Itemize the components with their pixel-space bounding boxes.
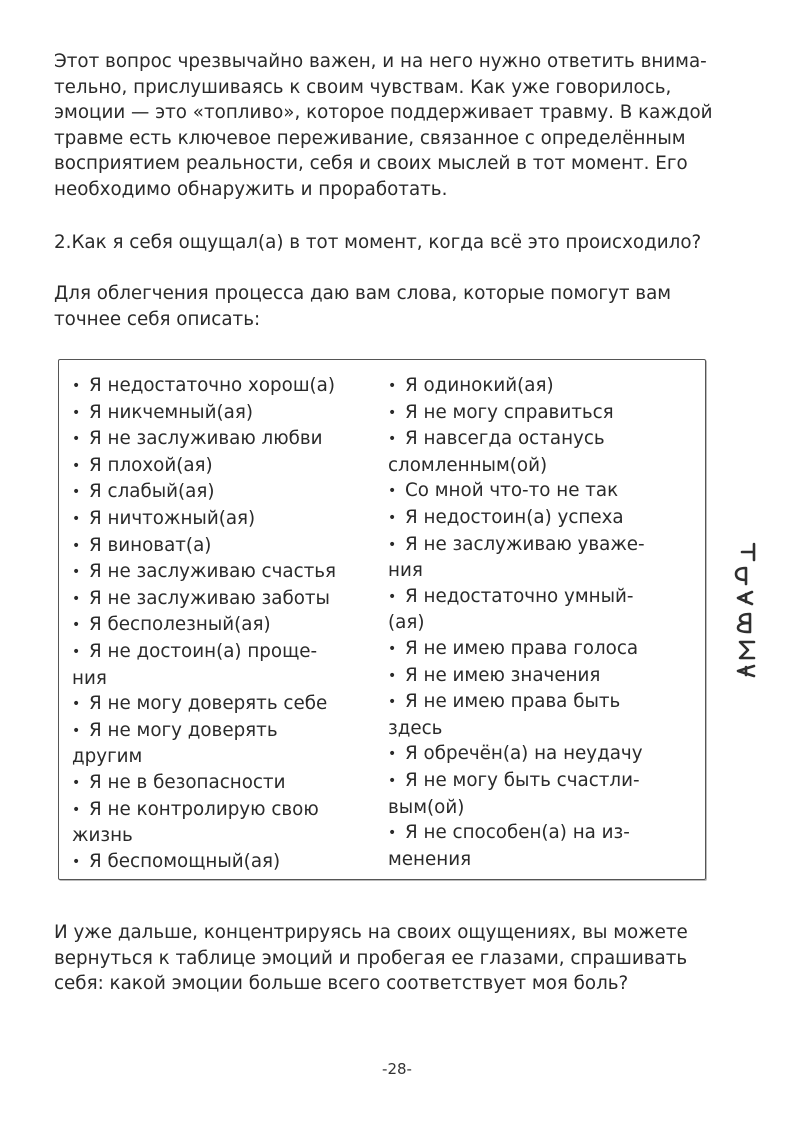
- word-list-item-text: ния: [72, 667, 107, 689]
- bullet-icon: •: [72, 643, 81, 660]
- word-list-item: [72, 533, 392, 560]
- word-list-item-text: ния: [388, 560, 423, 582]
- word-list-item: [388, 716, 698, 742]
- bullet-icon: •: [72, 564, 81, 581]
- word-list-item-text: Я виноват(а): [89, 534, 212, 556]
- bullet-icon: •: [72, 404, 81, 421]
- word-list-item-text: Я не заслуживаю заботы: [89, 587, 330, 609]
- bullet-icon: •: [388, 509, 397, 526]
- bullet-icon: •: [72, 774, 81, 791]
- letter-a-glyph: [738, 592, 752, 604]
- word-list-item-text: Я плохой(ая): [89, 454, 213, 476]
- bullet-icon: •: [72, 537, 81, 554]
- word-list-item-text: Я не имею права голоса: [405, 637, 639, 659]
- word-list-item: [388, 478, 698, 505]
- bullet-icon: •: [72, 457, 81, 474]
- intro-line: восприятием реальности, себя и своих мыслей в тот момент. Его: [54, 153, 688, 175]
- word-list-item: [388, 636, 698, 663]
- letter-m-glyph: [740, 642, 754, 658]
- word-list-item-text: Я не контролирую свою: [89, 798, 319, 820]
- question-line: 2.Как я себя ощущал(а) в тот момент, когда всё это происходило?: [54, 232, 702, 253]
- word-list-item-text: здесь: [388, 717, 443, 739]
- bullet-icon: •: [388, 404, 397, 421]
- word-list-item-text: Я не способен(а) на из-: [405, 822, 630, 844]
- word-list-item: [72, 506, 392, 533]
- word-list-item-text: Я не заслуживаю любви: [89, 428, 323, 450]
- word-list-item: [72, 797, 392, 824]
- bullet-icon: •: [388, 825, 397, 842]
- word-list-item: [388, 584, 698, 611]
- word-list-item: [72, 639, 392, 666]
- letter-r-glyph: [736, 568, 746, 584]
- word-list-item: [72, 612, 392, 639]
- intro-line: тельно, прислушиваясь к своим чувствам. Как уже говорилось,: [54, 76, 672, 98]
- helper-line: точнее себя описать:: [54, 308, 261, 330]
- bullet-icon: •: [388, 694, 397, 711]
- intro-line: травме есть ключевое переживание, связанное с определённым: [54, 127, 686, 149]
- word-list-left-column: [72, 373, 392, 875]
- word-list-item-text: Я не могу справиться: [405, 401, 614, 423]
- bullet-icon: •: [72, 590, 81, 607]
- word-list-item-text: Я недостаточно хорош(а): [89, 375, 336, 396]
- side-handwritten-label: [716, 538, 766, 678]
- bullet-icon: •: [388, 772, 397, 789]
- letter-v-glyph: [738, 614, 750, 632]
- word-list-item-text: Я не в безопасности: [89, 771, 286, 793]
- helper-paragraph: [54, 281, 754, 332]
- word-list-item: [72, 744, 392, 770]
- word-list-item-text: вым(ой): [388, 796, 465, 818]
- word-list-item-text: Я навсегда останусь: [405, 428, 605, 450]
- bullet-icon: •: [72, 431, 81, 448]
- bullet-icon: •: [72, 510, 81, 527]
- word-list-item: [72, 479, 392, 506]
- word-list-item-text: жизнь: [72, 825, 133, 847]
- word-list-item: [388, 558, 698, 584]
- word-list-item: [388, 505, 698, 532]
- closing-line: И уже дальше, концентрируясь на своих ощущениях, вы можете: [54, 922, 688, 943]
- closing-line: вернуться к таблице эмоций и пробегая ее глазами, спрашивать: [54, 947, 688, 969]
- word-list-item: [388, 768, 698, 795]
- bullet-icon: •: [388, 483, 397, 500]
- word-list-item-text: сломленным(ой): [388, 454, 548, 476]
- word-list-item: [72, 823, 392, 849]
- word-list-item: [388, 426, 698, 453]
- bullet-icon: •: [72, 484, 81, 501]
- word-list-item-text: Я не имею права быть: [405, 691, 621, 713]
- word-list-item: [388, 847, 698, 873]
- word-list-item: [72, 426, 392, 453]
- word-list-item: [72, 770, 392, 797]
- word-list-item-text: Я беспомощный(ая): [89, 850, 281, 872]
- closing-paragraph: [54, 920, 754, 997]
- letter-t-glyph: [742, 544, 754, 560]
- word-list-item: [388, 532, 698, 559]
- word-list-item-text: Я ничтожный(ая): [89, 507, 256, 529]
- word-list-item-text: Я не заслуживаю счастья: [89, 561, 337, 583]
- bullet-icon: •: [72, 378, 81, 394]
- word-list-item: [72, 849, 392, 876]
- bullet-icon: •: [388, 536, 397, 553]
- question-text: [54, 230, 754, 256]
- word-list-item: [388, 795, 698, 821]
- bullet-icon: •: [388, 640, 397, 657]
- word-list-item-text: Я не могу быть счастли-: [405, 769, 640, 791]
- intro-line: необходимо обнаружить и проработать.: [54, 178, 448, 200]
- word-list-item-text: менения: [388, 848, 472, 870]
- word-list-item: [72, 453, 392, 480]
- bullet-icon: •: [388, 378, 397, 394]
- word-list-item: [72, 586, 392, 613]
- word-list-item-text: Со мной что-то не так: [405, 480, 619, 502]
- bullet-icon: •: [388, 588, 397, 605]
- word-list-item: [388, 820, 698, 847]
- word-list-item: [388, 610, 698, 636]
- word-list-item: [72, 373, 392, 400]
- bullet-icon: •: [72, 801, 81, 818]
- letter-a2-glyph: [738, 666, 754, 676]
- intro-paragraph: [54, 49, 754, 203]
- word-list-item: [72, 718, 392, 745]
- word-list-item: [388, 663, 698, 690]
- word-list-item-text: Я не могу доверять себе: [89, 693, 328, 715]
- word-list-item: [72, 559, 392, 586]
- word-list-item-text: Я обречён(а) на неудачу: [405, 743, 643, 765]
- word-list-item-text: Я никчемный(ая): [89, 401, 253, 423]
- word-list-item-text: Я недостаточно умный-: [405, 585, 634, 607]
- word-list-box: [58, 359, 706, 880]
- bullet-icon: •: [72, 696, 81, 713]
- word-list-item-text: Я не достоин(а) проще-: [89, 640, 318, 662]
- word-list-item-text: Я одинокий(ая): [405, 375, 554, 396]
- word-list-item: [388, 373, 698, 400]
- word-list-item-text: Я слабый(ая): [89, 481, 215, 503]
- word-list-right-column: [388, 373, 698, 872]
- bullet-icon: •: [388, 667, 397, 684]
- word-list-item: [72, 400, 392, 427]
- intro-line: Этот вопрос чрезвычайно важен, и на него нужно ответить внима-: [54, 51, 707, 72]
- word-list-item: [72, 691, 392, 718]
- bullet-icon: •: [72, 617, 81, 634]
- word-list-item-text: Я недостоин(а) успеха: [405, 506, 624, 528]
- bullet-icon: •: [72, 853, 81, 870]
- word-list-item-text: Я не могу доверять: [89, 719, 278, 741]
- word-list-item: [388, 453, 698, 479]
- bullet-icon: •: [388, 431, 397, 448]
- word-list-item-text: Я не заслуживаю уваже-: [405, 533, 645, 555]
- word-list-item: [72, 666, 392, 692]
- word-list-item: [388, 400, 698, 427]
- word-list-item-text: Я не имею значения: [405, 664, 601, 686]
- word-list-item-text: (ая): [388, 612, 425, 634]
- bullet-icon: •: [72, 722, 81, 739]
- word-list-item-text: другим: [72, 746, 143, 768]
- page-number: -28-: [382, 1060, 412, 1078]
- word-list-item: [388, 689, 698, 716]
- bullet-icon: •: [388, 746, 397, 763]
- word-list-item: [388, 741, 698, 768]
- helper-line: Для облегчения процесса даю вам слова, которые помогут вам: [54, 283, 672, 304]
- closing-line: себя: какой эмоции больше всего соответствует моя боль?: [54, 973, 629, 995]
- word-list-item-text: Я бесполезный(ая): [89, 614, 271, 636]
- intro-line: эмоции — это «топливо», которое поддерживает травму. В каждой: [54, 102, 713, 124]
